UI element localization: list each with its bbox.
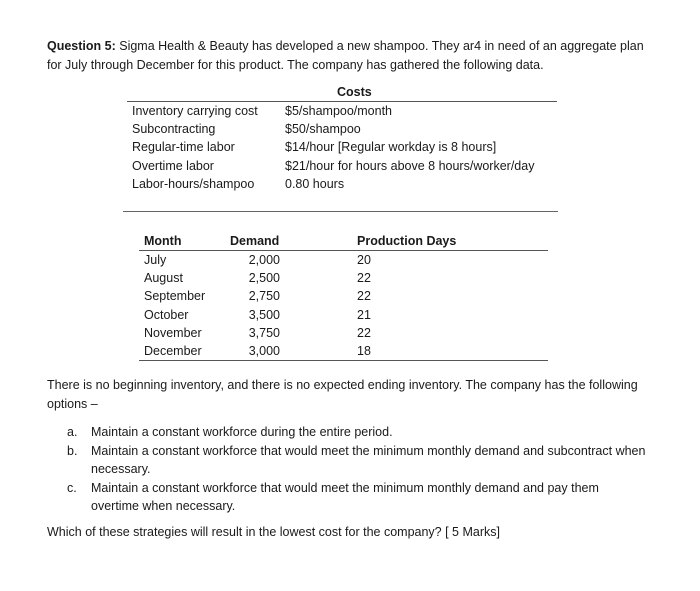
options-list bbox=[67, 423, 647, 516]
option-marker: c. bbox=[67, 481, 77, 495]
demand-table bbox=[139, 232, 548, 361]
cost-value: $5/shampoo/month bbox=[285, 104, 393, 118]
cost-label: Subcontracting bbox=[132, 122, 216, 137]
month-cell: October bbox=[144, 307, 189, 322]
demand-header: Demand bbox=[230, 234, 280, 248]
days-cell: 22 bbox=[357, 271, 371, 286]
month-cell: August bbox=[144, 271, 183, 286]
demand-row bbox=[139, 306, 548, 324]
days-cell: 22 bbox=[357, 325, 371, 340]
question-label: Question 5: bbox=[47, 39, 116, 53]
cost-row bbox=[127, 138, 557, 156]
month-header: Month bbox=[144, 234, 182, 248]
costs-divider bbox=[123, 211, 558, 212]
demand-row bbox=[139, 324, 548, 342]
option-marker: a. bbox=[67, 425, 78, 439]
demand-row bbox=[139, 287, 548, 305]
costs-header: Costs bbox=[337, 85, 372, 99]
question-body: Sigma Health & Beauty has developed a new shampoo. They ar4 in need of an aggregate plan for July through December for this product. The company has gathered the following data. bbox=[47, 39, 644, 72]
days-cell: 22 bbox=[357, 289, 371, 304]
cost-label: Overtime labor bbox=[132, 158, 214, 173]
cost-value: $21/hour for hours above 8 hours/worker/day bbox=[285, 158, 535, 173]
costs-header-row bbox=[127, 84, 557, 102]
month-cell: November bbox=[144, 325, 202, 340]
month-cell: July bbox=[144, 253, 167, 267]
cost-label: Labor-hours/shampoo bbox=[132, 176, 255, 191]
costs-table bbox=[127, 84, 557, 193]
cost-value: $14/hour [Regular workday is 8 hours] bbox=[285, 140, 497, 155]
demand-row bbox=[139, 342, 548, 360]
cost-label: Inventory carrying cost bbox=[132, 104, 258, 118]
demand-cell: 3,000 bbox=[248, 343, 280, 358]
option-text: Maintain a constant workforce that would meet the minimum monthly demand and subcontract when necessary. bbox=[91, 444, 646, 476]
option-text: Maintain a constant workforce that would meet the minimum monthly demand and pay them overtime when necessary. bbox=[91, 481, 599, 513]
cost-value: $50/shampoo bbox=[285, 122, 361, 137]
cost-label: Regular-time labor bbox=[132, 140, 235, 155]
month-cell: December bbox=[144, 343, 202, 358]
question-text bbox=[47, 37, 657, 75]
cost-row bbox=[127, 175, 557, 193]
demand-row bbox=[139, 251, 548, 269]
demand-cell: 3,750 bbox=[248, 325, 280, 340]
month-cell: September bbox=[144, 289, 206, 304]
production-days-header: Production Days bbox=[357, 234, 457, 248]
demand-table-bottom-rule bbox=[139, 360, 548, 361]
final-question: Which of these strategies will result in the lowest cost for the company? [ 5 Marks] bbox=[47, 525, 500, 539]
option-item bbox=[67, 479, 647, 515]
days-cell: 20 bbox=[357, 253, 371, 267]
demand-cell: 3,500 bbox=[248, 307, 280, 322]
intro-text: There is no beginning inventory, and there is no expected ending inventory. The company has the following options – bbox=[47, 378, 638, 411]
option-text: Maintain a constant workforce during the entire period. bbox=[91, 425, 393, 439]
demand-cell: 2,500 bbox=[248, 271, 280, 286]
option-marker: b. bbox=[67, 444, 78, 458]
cost-value: 0.80 hours bbox=[285, 176, 345, 191]
cost-row bbox=[127, 120, 557, 138]
cost-row bbox=[127, 102, 557, 120]
demand-cell: 2,000 bbox=[248, 253, 280, 267]
option-item bbox=[67, 423, 647, 441]
demand-row bbox=[139, 269, 548, 287]
demand-header-row bbox=[139, 232, 548, 251]
days-cell: 21 bbox=[357, 307, 371, 322]
option-item bbox=[67, 442, 647, 478]
cost-row bbox=[127, 157, 557, 175]
days-cell: 18 bbox=[357, 343, 371, 358]
demand-cell: 2,750 bbox=[248, 289, 280, 304]
